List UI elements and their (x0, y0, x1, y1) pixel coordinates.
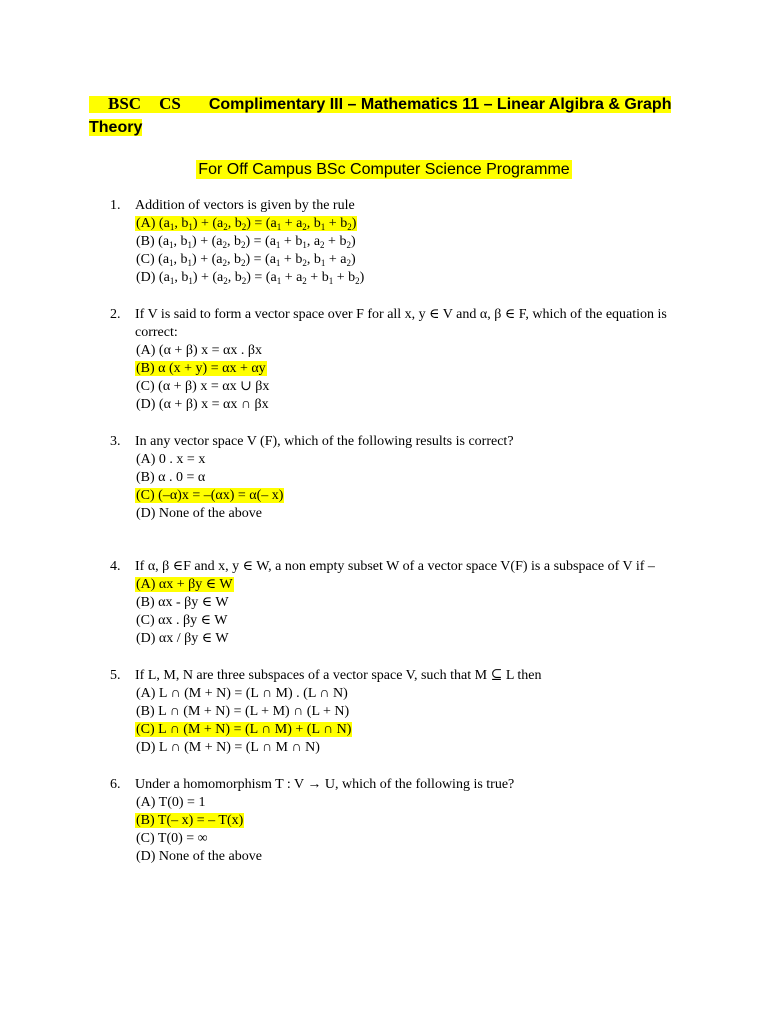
question-number: 4. (110, 559, 121, 574)
answer-option (135, 812, 670, 830)
option-text: (D) None of the above (136, 849, 262, 864)
answer-option (135, 251, 670, 269)
question-item (110, 776, 670, 866)
answer-option (135, 703, 670, 721)
question-number: 6. (110, 777, 121, 792)
option-text: (D) ($a_1$, $b_1) + (a_2$, $b_2) = (a_1 + a_2 + b_1 + b_2)$ (136, 270, 365, 286)
question-number: 1. (110, 198, 121, 213)
answer-option (135, 576, 670, 594)
option-text: (D) (α + β) x = αx ∩ βx (136, 397, 269, 412)
answer-option (135, 685, 670, 703)
answer-option (135, 848, 670, 866)
answer-option (135, 269, 670, 287)
answer-option (135, 215, 670, 233)
option-text: (C) ($a_1$, $b_1) + (a_2$, $b_2) = (a_1 + b_2$, $b_1 + a_2$) (136, 252, 356, 268)
correct-answer-highlight: (B) T(– x) = – T(x) (136, 813, 244, 828)
answer-option (135, 612, 670, 630)
answer-option (135, 451, 670, 469)
subtitle-text: For Off Campus BSc Computer Science Programme (198, 161, 570, 178)
answer-option (135, 342, 670, 360)
question-item (110, 197, 670, 287)
answer-option (135, 360, 670, 378)
title-highlight (89, 96, 671, 136)
option-text: (C) αx . βy ∈ W (136, 613, 228, 628)
option-text: (A) 0 . x = x (136, 452, 206, 467)
answer-option (135, 378, 670, 396)
question-number: 5. (110, 668, 121, 683)
question-text: Under a homomorphism T : V → U, which of the following is true? (135, 777, 515, 792)
question-item (110, 306, 670, 414)
option-text: (A) T(0) = 1 (136, 795, 206, 810)
title-cs: CS (159, 94, 181, 113)
answer-option (135, 396, 670, 414)
option-text: (D) None of the above (136, 506, 262, 521)
question-item (110, 667, 670, 757)
answer-option (135, 487, 670, 505)
correct-answer-highlight: (C) L ∩ (M + N) = (L ∩ M) + (L ∩ N) (136, 722, 352, 737)
option-text: (B) ($a_1$, $b_1) + (a_2$, $b_2) = (a_1 + b_1$, $a_2 + b_2$) (136, 234, 356, 250)
answer-option (135, 830, 670, 848)
question-text: If α, β ∈F and x, y ∈ W, a non empty subset W of a vector space V(F) is a subspace of V if – (135, 559, 655, 574)
question-item (110, 433, 670, 523)
option-text: (C) T(0) = ∞ (136, 831, 208, 846)
answer-option (135, 469, 670, 487)
answer-option (135, 594, 670, 612)
answer-option (135, 505, 670, 523)
correct-answer-highlight: (C) (–α)x = –(αx) = α(– x) (136, 488, 284, 503)
correct-answer-highlight: (A) ($a_1$, $b_1) + (a_2$, $b_2) = (a_1 + a_2$, $b_1 + b_2$) (136, 216, 357, 232)
answer-option (135, 721, 670, 739)
question-text: Addition of vectors is given by the rule (135, 198, 355, 213)
correct-answer-highlight: (A) αx + βy ∈ W (136, 577, 233, 592)
answer-option (135, 794, 670, 812)
option-text: (B) L ∩ (M + N) = (L + M) ∩ (L + N) (136, 704, 350, 719)
question-text: If L, M, N are three subspaces of a vector space V, such that M ⊆ L then (135, 668, 542, 683)
question-text: If V is said to form a vector space over F for all x, y ∈ V and α, β ∈ F, which of the equation is correct: (135, 307, 667, 340)
option-text: (D) L ∩ (M + N) = (L ∩ M ∩ N) (136, 740, 320, 755)
option-text: (A) L ∩ (M + N) = (L ∩ M) . (L ∩ N) (136, 686, 348, 701)
option-text: (C) (α + β) x = αx ∪ βx (136, 379, 270, 394)
option-text: (B) α . 0 = α (136, 470, 206, 485)
option-text: (B) αx - βy ∈ W (136, 595, 229, 610)
question-item (110, 558, 670, 648)
answer-option (135, 630, 670, 648)
title-course: Complimentary III – Mathematics 11 – Linear Algibra & Graph Theory (89, 96, 672, 136)
document-subtitle (0, 159, 768, 181)
correct-answer-highlight: (B) α (x + y) = αx + αy (136, 361, 266, 376)
option-text: (A) (α + β) x = αx . βx (136, 343, 262, 358)
question-text: In any vector space V (F), which of the following results is correct? (135, 434, 514, 449)
document-title (89, 92, 729, 139)
question-number: 2. (110, 307, 121, 322)
option-text: (D) αx / βy ∈ W (136, 631, 229, 646)
answer-option (135, 233, 670, 251)
answer-option (135, 739, 670, 757)
title-bsc: BSC (108, 94, 142, 113)
question-number: 3. (110, 434, 121, 449)
question-list (110, 197, 670, 866)
